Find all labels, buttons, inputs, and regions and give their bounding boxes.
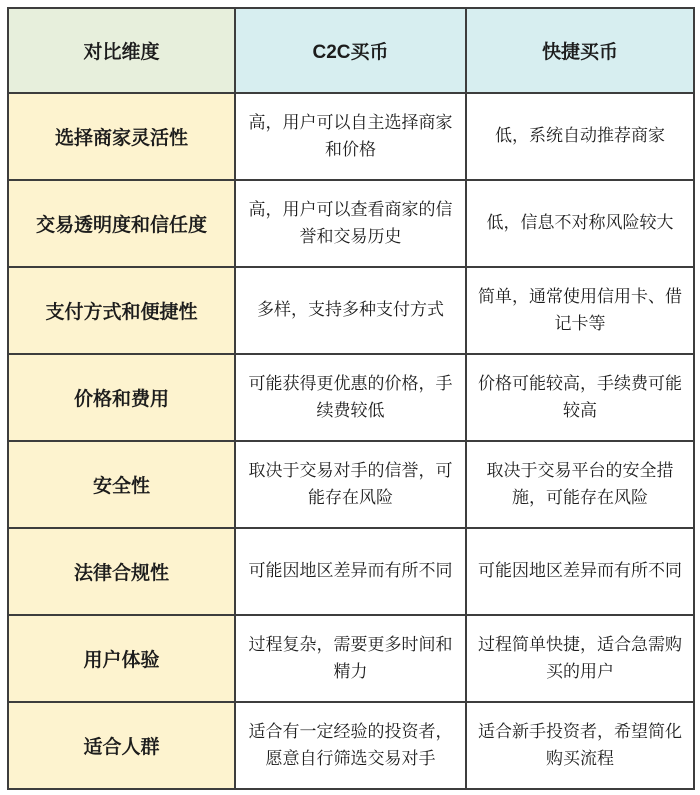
row-header-cell: 法律合规性 bbox=[8, 528, 235, 615]
table-row-experience bbox=[8, 615, 694, 702]
table-row-price bbox=[8, 354, 694, 441]
c2c-value-cell: 高，用户可以查看商家的信誉和交易历史 bbox=[235, 180, 466, 267]
quick-value-cell: 低，系统自动推荐商家 bbox=[466, 93, 694, 180]
quick-value-cell: 可能因地区差异而有所不同 bbox=[466, 528, 694, 615]
quick-value-cell: 取决于交易平台的安全措施，可能存在风险 bbox=[466, 441, 694, 528]
row-header-cell: 价格和费用 bbox=[8, 354, 235, 441]
table-header-row bbox=[8, 8, 694, 93]
table-row-payment bbox=[8, 267, 694, 354]
row-header-cell: 用户体验 bbox=[8, 615, 235, 702]
header-cell-quick: 快捷买币 bbox=[466, 8, 694, 93]
header-cell-c2c: C2C买币 bbox=[235, 8, 466, 93]
quick-value-cell: 过程简单快捷，适合急需购买的用户 bbox=[466, 615, 694, 702]
row-header-cell: 交易透明度和信任度 bbox=[8, 180, 235, 267]
c2c-value-cell: 可能因地区差异而有所不同 bbox=[235, 528, 466, 615]
table-row-transparency bbox=[8, 180, 694, 267]
quick-value-cell: 低，信息不对称风险较大 bbox=[466, 180, 694, 267]
header-cell-dimension: 对比维度 bbox=[8, 8, 235, 93]
table-row-legal bbox=[8, 528, 694, 615]
comparison-table bbox=[7, 7, 695, 790]
c2c-value-cell: 适合有一定经验的投资者，愿意自行筛选交易对手 bbox=[235, 702, 466, 789]
c2c-value-cell: 取决于交易对手的信誉，可能存在风险 bbox=[235, 441, 466, 528]
row-header-cell: 适合人群 bbox=[8, 702, 235, 789]
quick-value-cell: 价格可能较高，手续费可能较高 bbox=[466, 354, 694, 441]
quick-value-cell: 适合新手投资者，希望简化购买流程 bbox=[466, 702, 694, 789]
c2c-value-cell: 可能获得更优惠的价格，手续费较低 bbox=[235, 354, 466, 441]
c2c-value-cell: 多样，支持多种支付方式 bbox=[235, 267, 466, 354]
table-row-flexibility bbox=[8, 93, 694, 180]
table-row-security bbox=[8, 441, 694, 528]
c2c-value-cell: 高，用户可以自主选择商家和价格 bbox=[235, 93, 466, 180]
quick-value-cell: 简单，通常使用信用卡、借记卡等 bbox=[466, 267, 694, 354]
table-row-audience bbox=[8, 702, 694, 789]
row-header-cell: 选择商家灵活性 bbox=[8, 93, 235, 180]
c2c-value-cell: 过程复杂，需要更多时间和精力 bbox=[235, 615, 466, 702]
row-header-cell: 支付方式和便捷性 bbox=[8, 267, 235, 354]
row-header-cell: 安全性 bbox=[8, 441, 235, 528]
